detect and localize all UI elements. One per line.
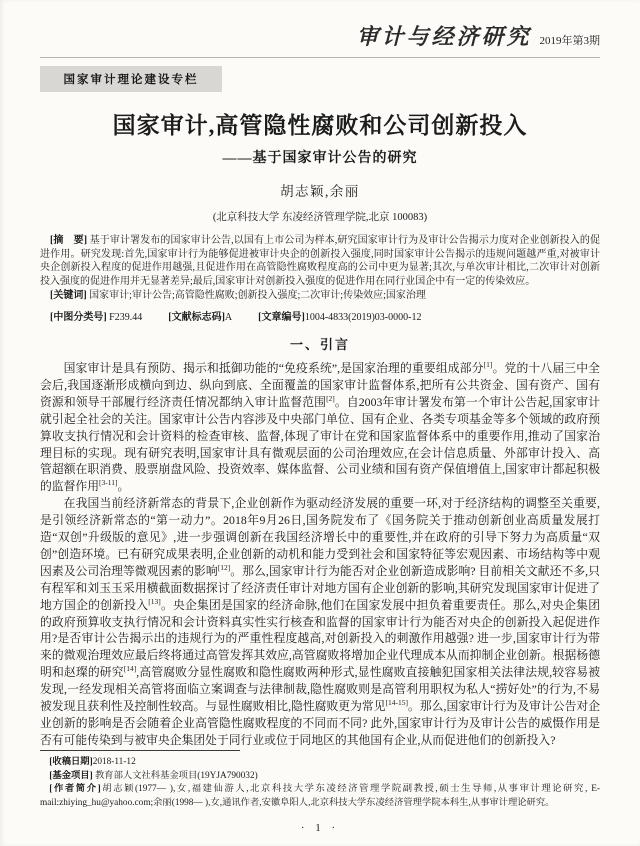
journal-issue: 2019年第3期 — [539, 35, 600, 47]
bio-value: 胡志颖(1977— ),女,福建仙游人,北京科技大学东凌经济管理学院副教授,硕士生导师,从事审计理论研究, E-mail:zhiying_hu@yahoo.com;余丽(1998— ),女,通讯作者,安徽阜阳人,北京科技大学东凌经济管理学院本科生,从事审计理论研究。 — [40, 784, 600, 808]
article-subtitle: ——基于国家审计公告的研究 — [222, 151, 418, 166]
clc-value: F239.44 — [106, 311, 143, 323]
body-paragraph-1: 国家审计是具有预防、揭示和抵御功能的“免疫系统”,是国家治理的重要组成部分[1]。党的十八届三中全会后,我国逐渐形成横向到边、纵向到底、全面覆盖的国家审计监督体系,把所有公共资金、国有资产、国有资源和领导干部履行经济责任情况都纳入审计监督范围[2]。自2003年审计署发布第一个审计公告起,国家审计就引起全社会的关注。国家审计公告内容涉及中央部门单位、国有企业、各类专项基金等多个领域的政府预算收支执行情况和会计资料的检查审核、监督,体现了审计在党和国家监督体系中的重要作用,推动了国家治理目标的实现。现有研究表明,国家审计具有微观层面的公司治理效应,在会计信息质量、外部审计投入、高管超额在职消费、股票崩盘风险、投资效率、媒体监督、公司业绩和国有资产保值增值上,国家审计都起积极的监督作用[3-11]。 — [40, 360, 600, 494]
keywords-label: [关键词] — [50, 290, 87, 302]
received-label: [收稿日期] — [49, 757, 93, 768]
doc-code-value: A — [224, 311, 233, 323]
keywords-text: 国家审计;审计公告;高管隐性腐败;创新投入强度;二次审计;传染效应;国家治理 — [86, 290, 426, 302]
keywords-block — [40, 289, 600, 303]
fund-value: 教育部人文社科基金项目(19YJA790032) — [92, 770, 258, 781]
received-value: 2018-11-12 — [92, 757, 136, 768]
header-rule — [40, 57, 600, 58]
page-number: · 1 · — [300, 822, 340, 834]
abstract-text: 基于审计署发布的国家审计公告,以国有上市公司为样本,研究国家审计行为及审计公告揭示力度对企业创新投入的促进作用。研究发现:首先,国家审计行为能够促进被审计央企的创新投入强度,同时国家审计公告揭示的违规问题越严重,对被审计央企创新投入程度的促进作用越强,且促进作用在高管隐性腐败程度高的公司中更为显著;其次,与单次审计相比,二次审计对创新投入强度的促进作用并无显著差异;最后,国家审计对创新投入强度的促进作用在同行业国企中有一定的传染效应。 — [40, 235, 600, 287]
footnote-area — [40, 750, 600, 810]
article-title: 国家审计,高管隐性腐败和公司创新投入 — [112, 113, 528, 138]
journal-logo: 审计与经济研究 — [356, 24, 532, 50]
footnote-fund — [40, 770, 600, 783]
doc-code-label: [文献标志码] — [168, 311, 225, 323]
footnote-bio — [40, 783, 600, 810]
clc-label: [中图分类号] — [50, 311, 107, 323]
article-authors: 胡志颖,余丽 — [280, 184, 360, 199]
article-id-value: 1004-4833(2019)03-0000-12 — [304, 311, 422, 323]
meta-line — [40, 308, 600, 323]
article-affiliation: (北京科技大学 东凌经济管理学院,北京 100083) — [212, 212, 428, 223]
body-paragraph-2: 在我国当前经济新常态的背景下,企业创新作为驱动经济发展的重要一环,对于经济结构的调整至关重要,是引领经济新常态的“第一动力”。2018年9月26日,国务院发布了《国务院关于推动创新创业高质量发展打造“双创”升级版的意见》,进一步强调创新在我国经济增长中的重要性,并在政府的引导下努力为高质量“双创”创造环境。已有研究成果表明,企业创新的动机和能力受到社会和国家特征等宏观因素、市场结构等中观因素及公司治理等微观因素的影响[12]。那么,国家审计行为能否对企业创新造成影响? 目前相关文献还不多,只有程军和刘玉玉采用横截面数据探讨了经济责任审计对地方国有企业创新的影响,其研究发现国家审计促进了地方国企的创新投入[13]。央企集团是国家的经济命脉,他们在国家发展中担负着重要责任。那么,对央企集团的政府预算收支执行情况和会计资料真实性实行核查和监督的国家审计行为能否对央企的创新投入起促进作用?是否审计公告揭示出的违规行为的严重性程度越高,对创新投入的刺激作用越强? 进一步,国家审计行为带来的微观治理效应最后终将通过高管发挥其效应,高管腐败将增加企业代理成本从而抑制企业创新。根据杨德明和赵璨的研究[14],高管腐败分显性腐败和隐性腐败两种形式,显性腐败直接触犯国家相关法律法规,较容易被发现,一经发现相关高管将面临立案调查与法律制裁,隐性腐败则是高管利用职权为私人“捞好处”的行为,不易被发现且获利性及控制性较高。与显性腐败相比,隐性腐败更为常见[14-15]。那么,国家审计行为及审计公告对企业创新的影响是否会随着企业高管隐性腐败程度的不同而不同? 此外,国家审计行为及审计公告的威慑作用是否有可能传染到与被审央企集团处于同行业或位于同地区的其他国有企业,从而促进他们的创新投入? — [40, 496, 600, 747]
section-heading: 一、引言 — [289, 336, 350, 352]
article-id-label: [文章编号] — [258, 311, 305, 323]
footnote-received — [40, 756, 600, 769]
abstract-block — [40, 234, 600, 288]
column-banner: 国家审计理论建设专栏 — [40, 66, 222, 92]
masthead — [40, 20, 600, 58]
fund-label: [基金项目] — [49, 770, 93, 781]
abstract-label: [摘 要] — [50, 235, 88, 246]
bio-label: [作者简介] — [49, 784, 101, 795]
footnote-rule — [40, 750, 240, 751]
